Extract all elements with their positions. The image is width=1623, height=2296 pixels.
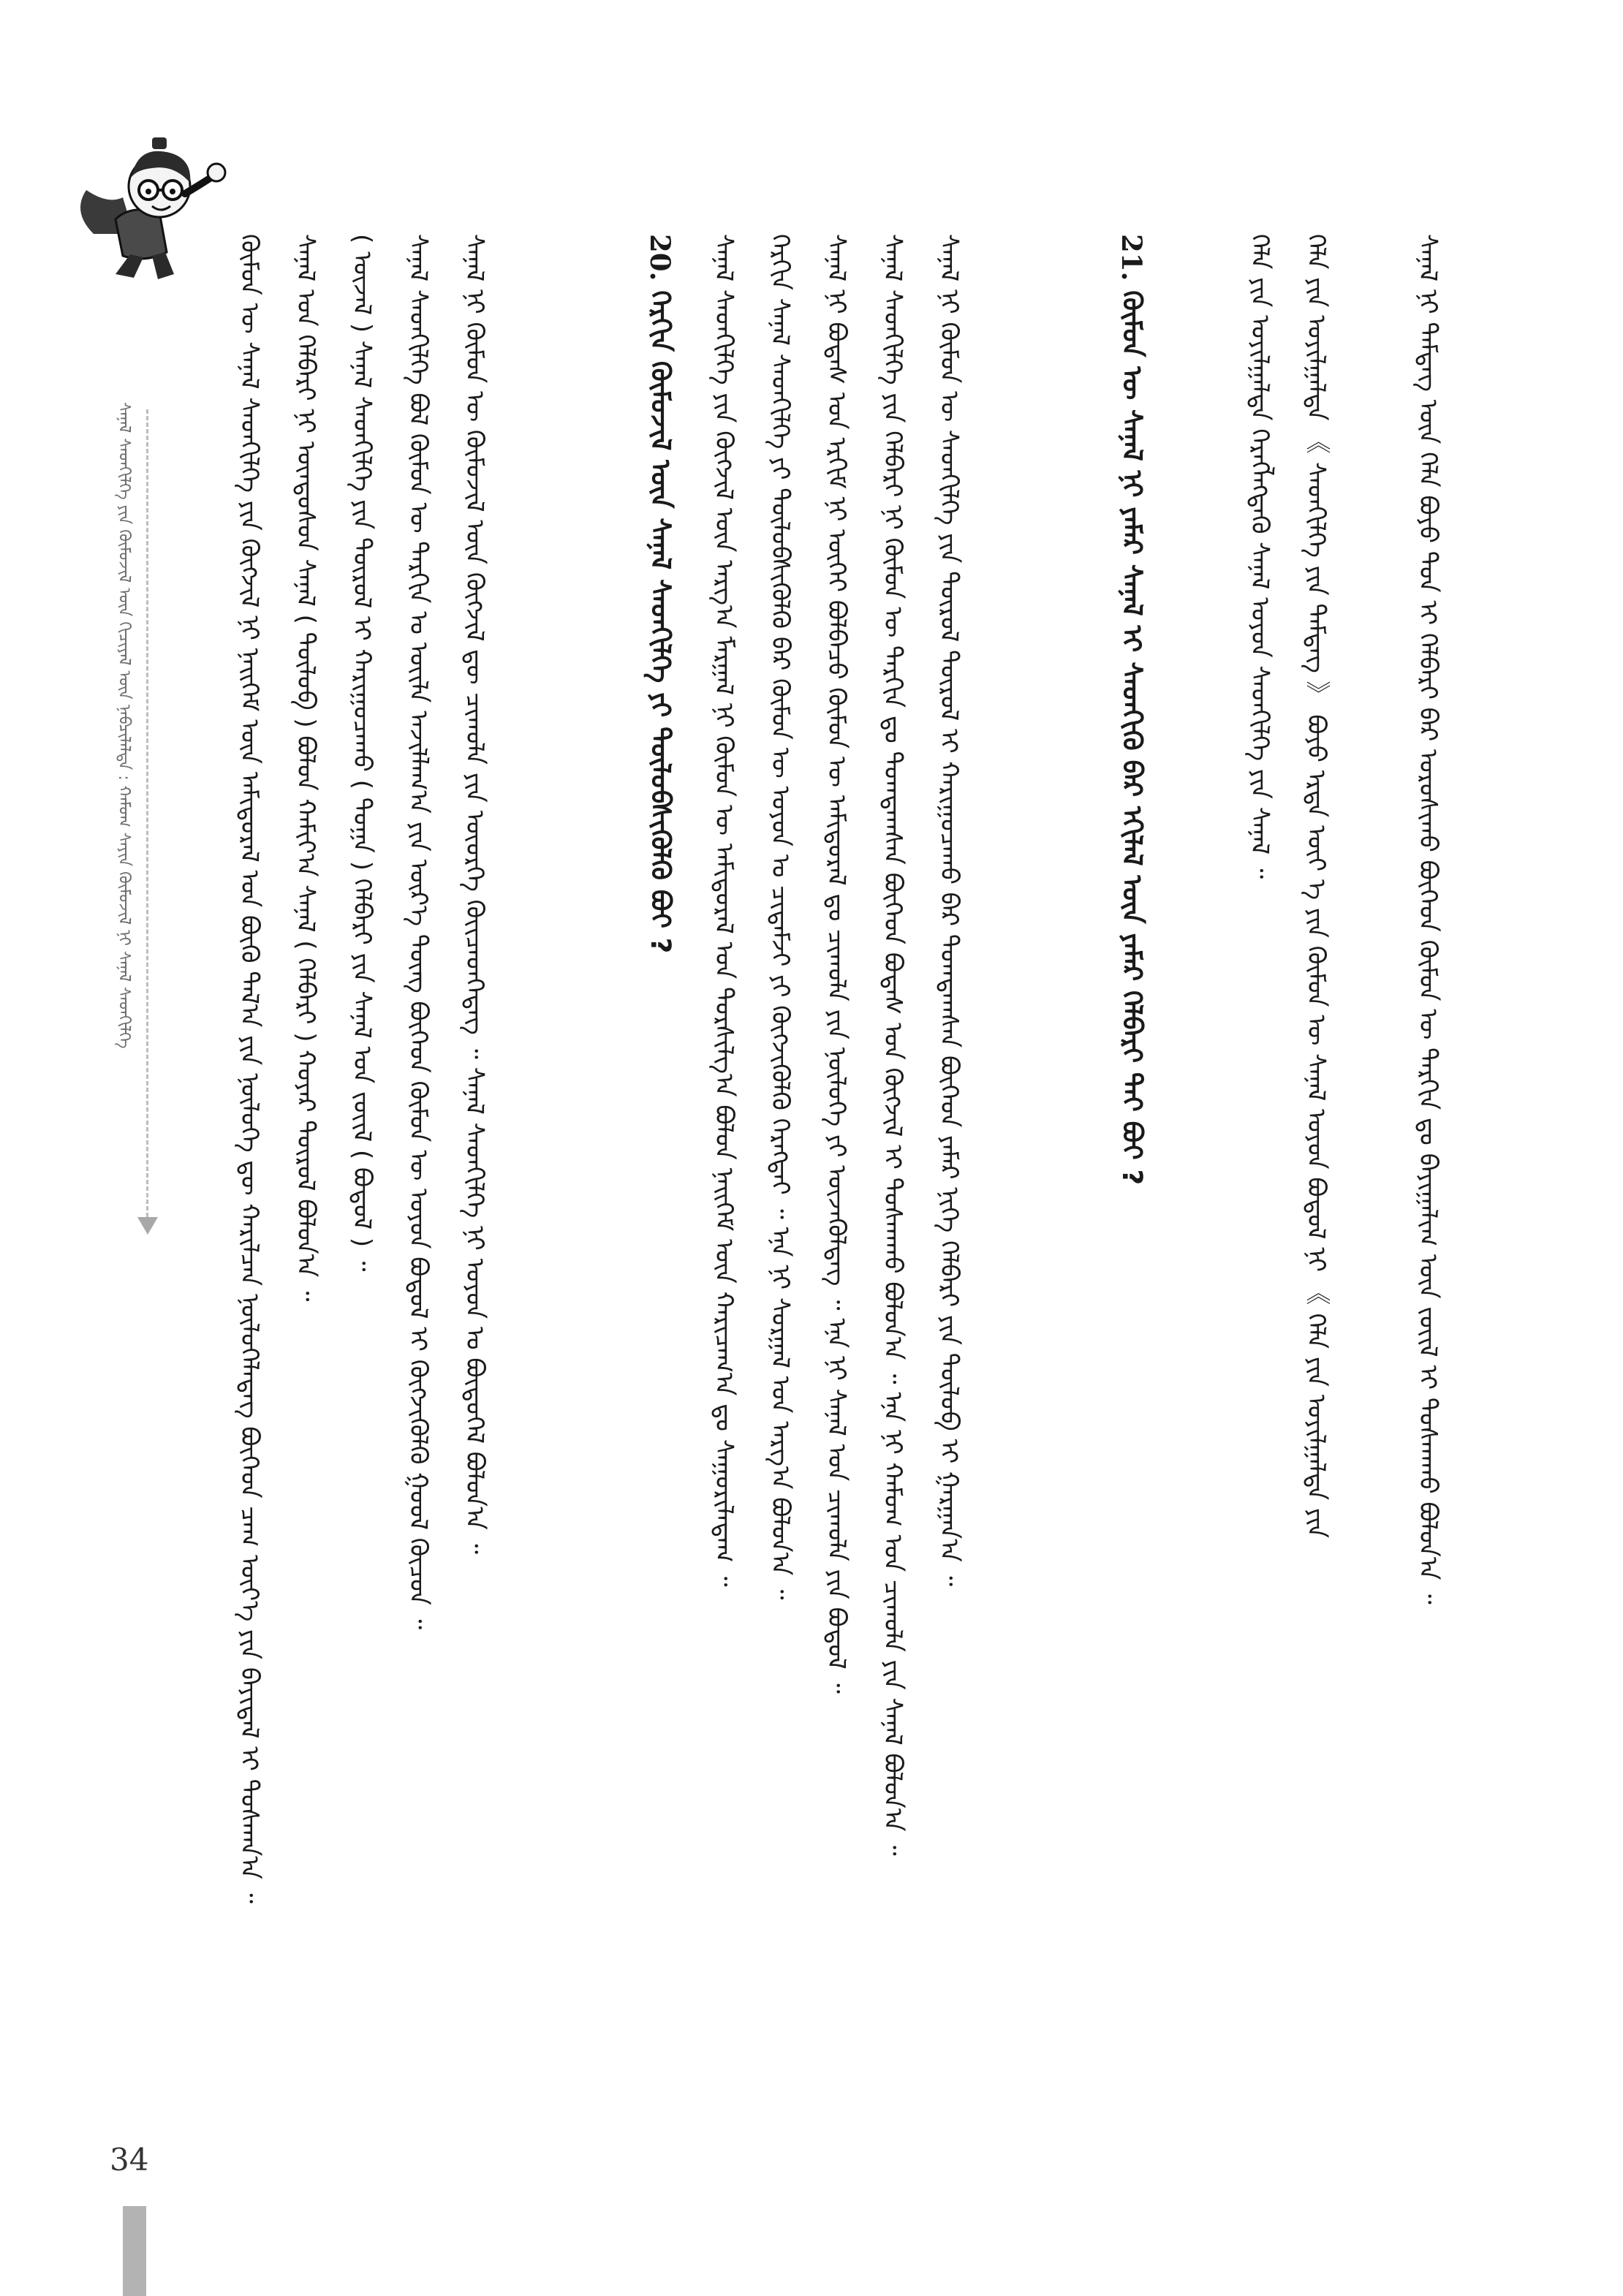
text-column-2: ᠰᠠᠨᠠᠯ ᠤᠨ ᠬᠡᠯᠪᠡᠷᠢ ᠨᠢ ᠦᠨᠳᠦᠰᠦᠨ ᠰᠠᠨᠠᠯ ( ᠲᠥᠯᠥᠪ ) ᠪᠣᠯᠤᠨ ᠬᠠᠮᠢᠶ᠎ᠠ ᠰᠠᠨᠠᠯ ( ᠬᠡᠯᠪᠡᠷᠢ ) ᠬᠣᠶᠠᠷ ᠲᠥᠷᠥᠯ ᠪᠣᠯᠣᠨ᠎ᠠ ᠃: [291, 234, 320, 1302]
running-header: ᠰᠠᠨᠠᠯ ᠰᠡᠳᠬᠢᠯᠭᠡ ᠶᠢᠨ ᠬᠦᠮᠦᠵᠢᠯ ᠦᠨ ᠬᠢᠴᠢᠶᠡᠯ ᠦᠨ ᠨᠠᠪᠴᠢᠯᠠᠯᠲᠠ : ᠬᠠᠮᠤᠭ ᠰᠠᠶᠢᠨ ᠬᠦᠮᠦᠵᠢᠯ ᠨᠢ ᠰᠠᠨᠠᠯ ᠰᠡᠳᠬᠢᠯᠭᠡ: [115, 402, 133, 1049]
question-text: ᠬᠦᠮᠦᠨ ᠦ ᠰᠠᠨᠠᠯ ᠨᠢ ᠶᠠᠮᠠᠷ ᠰᠠᠨᠠᠯ ᠢ ᠰᠡᠳᠬᠢᠬᠦ ᠪᠡᠷ ᠡᠬᠢᠯᠡᠯ ᠦᠨ ᠶᠠᠮᠠᠷ ᠬᠡᠯᠪᠡᠷᠢ ᠲᠠᠢ ᠪᠤᠢ ?: [1116, 290, 1148, 1186]
page-side-bar: [123, 2206, 146, 2296]
text-column-11: ᠬᠡᠯᠡ ᠶᠢᠨ ᠣᠶᠢᠯᠭᠠᠯᠲᠠ ᠬᠡᠷᠡᠭᠯᠡᠭᠳᠡᠬᠦ ᠰᠠᠨᠠᠯ ᠣᠶᠤᠨ ᠰᠡᠳᠬᠢᠯᠭᠡ ᠶᠢᠨ ᠰᠠᠨᠠᠯ ᠃: [1245, 234, 1274, 879]
text-column-4: ᠰᠠᠨᠠᠯ ᠰᠡᠳᠬᠢᠯᠭᠡ ᠪᠣᠯ ᠬᠦᠮᠦᠨ ᠦ ᠲᠠᠷᠬᠢᠨ ᠤ ᠦᠢᠯᠡ ᠠᠵᠢᠯᠯᠠᠭ᠎ᠠ ᠶᠢᠨ ᠦᠷ᠎ᠡ ᠳᠦᠩ ᠪᠥᠭᠡᠳ ᠬᠦᠮᠦᠨ ᠦ ᠣᠶᠤᠨ ᠪᠣᠳᠣᠯ ᠢ ᠬᠥᠭᠵᠢᠭᠦᠯᠬᠦ ᠭᠣᠣᠯ ᠬᠦᠴᠦᠨ ᠃: [404, 234, 433, 1630]
text-column-7: ᠬᠡᠷᠬᠢᠨ ᠰᠠᠨᠠᠯ ᠰᠡᠳᠬᠢᠯᠭᠡ ᠶᠢ ᠲᠥᠯᠥᠪᠰᠢᠭᠦᠯᠬᠦ ᠪᠡᠷ ᠬᠦᠮᠦᠨ ᠦ ᠣᠶᠤᠨ ᠤ ᠴᠢᠳᠠᠮᠵᠢ ᠶᠢ ᠬᠥᠭᠵᠢᠭᠦᠯᠬᠦ ᠬᠡᠷᠡᠭᠲᠡᠢ ᠃ ᠡᠨᠡ ᠨᠢ ᠰᠤᠷᠭᠠᠯ ᠤᠨ ᠠᠷᠭ᠎ᠠ ᠪᠣᠯᠣᠨ᠎ᠠ ᠃: [765, 234, 795, 1600]
text-column-3: ( ᠦᠵᠡᠯ ) ᠰᠠᠨᠠᠯ ᠰᠡᠳᠬᠢᠯᠭᠡ ᠶᠢᠨ ᠲᠥᠷᠥᠯ ᠢ ᠬᠠᠷᠢᠭᠤᠴᠠᠬᠤ ( ᠲᠣᠭᠠ ) ᠬᠡᠯᠪᠡᠷᠢ ᠶᠢᠨ ᠰᠠᠨᠠᠯ ᠤᠨ ᠵᠦᠢᠯ ( ᠪᠣᠳᠣᠯ ) ᠃: [347, 234, 377, 1272]
text-column-5: ᠰᠠᠨᠠᠯ ᠨᠢ ᠬᠦᠮᠦᠨ ᠦ ᠬᠦᠮᠦᠵᠢᠯ ᠦᠨ ᠬᠥᠭᠵᠢᠯ ᠳᠦ ᠴᠢᠬᠤᠯᠠ ᠶᠢᠨ ᠦᠦᠷᠭᠡ ᠭᠦᠢᠴᠡᠳᠭᠡᠳᠡᠭ ᠃ ᠰᠠᠨᠠᠯ ᠰᠡᠳᠬᠢᠯᠭᠡ ᠨᠢ ᠣᠶᠤᠨ ᠤ ᠪᠦᠲᠦᠭᠡᠯ ᠪᠣᠯᠣᠨ᠎ᠠ ᠃: [460, 234, 489, 1554]
text-column-13: ᠰᠠᠨᠠᠯ ᠨᠢ ᠲᠡᠮᠳᠡᠭ ᠦᠨ ᠬᠡᠯᠡ ᠪᠤᠶᠤ ᠳᠤᠨ ᠢ ᠬᠡᠯᠪᠡᠷᠢ ᠪᠡᠷ ᠣᠷᠣᠰᠢᠬᠤ ᠪᠥᠭᠡᠳ ᠬᠦᠮᠦᠨ ᠦ ᠲᠠᠷᠬᠢᠨ ᠳᠤ ᠪᠠᠶᠢᠭᠠᠯᠢᠭ ᠦᠨ ᠵᠦᠢᠯ ᠢ ᠲᠤᠰᠬᠠᠬᠤ ᠪᠣᠯᠣᠨ᠎ᠠ ᠃: [1413, 234, 1442, 1604]
header-dashed-rule: [146, 409, 148, 1217]
text-column-6: ᠰᠠᠨᠠᠯ ᠰᠡᠳᠬᠢᠯᠭᠡ ᠶᠢᠨ ᠬᠥᠭᠵᠢᠯ ᠦᠨ ᠠᠷᠭ᠎ᠠ ᠮᠠᠷᠭᠠᠯ ᠨᠢ ᠬᠦᠮᠦᠨ ᠦ ᠠᠮᠢᠳᠤᠷᠠᠯ ᠤᠨ ᠲᠤᠷᠰᠢᠯᠭ᠎ᠠ ᠪᠣᠯᠤᠨ ᠨᠡᠢᠭᠡᠮ ᠦᠨ ᠬᠠᠷᠢᠴᠠᠭ᠎ᠠ ᠳᠤ ᠰᠠᠭᠤᠷᠢᠯᠠᠳᠠᠭ ᠃: [709, 234, 738, 1587]
question-text: ᠬᠡᠷᠬᠢᠨ ᠬᠦᠮᠦᠵᠢᠯ ᠦᠨ ᠰᠠᠨᠠᠯ ᠰᠡᠳᠬᠢᠯᠭᠡ ᠶᠢ ᠲᠥᠯᠥᠪᠰᠢᠭᠦᠯᠬᠦ ᠪᠤᠢ ?: [645, 290, 676, 954]
question-number: 20.: [644, 234, 676, 281]
question-20-heading: [643, 234, 677, 953]
triangle-down-icon: [137, 1217, 158, 1235]
text-column-8: ᠰᠠᠨᠠᠯ ᠨᠢ ᠪᠣᠳᠠᠰ ᠤᠨ ᠡᠷᠬᠢᠮ ᠨᠢ ᠦᠭᠡᠢ ᠪᠣᠯᠪᠠᠴᠤ ᠬᠦᠮᠦᠨ ᠦ ᠠᠮᠢᠳᠤᠷᠠᠯ ᠳᠤ ᠴᠢᠬᠤᠯᠠ ᠶᠢᠨ ᠨᠥᠯᠥᠭᠡ ᠶᠢ ᠦᠵᠡᠭᠦᠯᠳᠡᠭ ᠃ ᠡᠨᠡ ᠨᠢ ᠰᠠᠨᠠᠯ ᠤᠨ ᠴᠢᠬᠤᠯᠠ ᠶᠢᠨ ᠪᠣᠳᠣᠯ ᠃: [822, 234, 851, 1694]
cartoon-boy-with-glasses-flying-icon: [64, 124, 232, 285]
text-column-1: ᠬᠦᠮᠦᠨ ᠦ ᠰᠠᠨᠠᠯ ᠰᠡᠳᠬᠢᠯᠭᠡ ᠶᠢᠨ ᠬᠥᠭᠵᠢᠯ ᠨᠢ ᠨᠡᠢᠭᠡᠮ ᠦᠨ ᠠᠮᠢᠳᠤᠷᠠᠯ ᠤᠨ ᠪᠦᠬᠦ ᠲᠠᠯ᠎ᠠ ᠶᠢᠨ ᠨᠥᠯᠥᠭᠡ ᠳᠦ ᠬᠠᠷᠢᠯᠴᠠᠨ ᠨᠥᠯᠥᠭᠡᠯᠡᠳᠡᠭ ᠪᠥᠭᠡᠳ ᠴᠠᠭ ᠦᠶ᠎ᠡ ᠶᠢᠨ ᠪᠠᠶᠢᠳᠠᠯ ᠢ ᠲᠤᠰᠬᠠᠨ᠎ᠠ ᠃: [235, 234, 264, 1904]
question-number: 21.: [1116, 234, 1148, 281]
text-column-12: ᠬᠡᠯᠡ ᠶᠢᠨ ᠣᠶᠢᠯᠭᠠᠯᠲᠠ 《 ᠰᠡᠳᠬᠢᠯᠭᠡ ᠶᠢᠨ ᠲᠡᠮᠳᠡᠭ 》 ᠪᠤᠶᠤ ᠡᠷᠲᠡ ᠦᠶ ᠡ ᠶᠢᠨ ᠬᠦᠮᠦᠨ ᠦ ᠰᠠᠨᠠᠯ ᠣᠶᠤᠨ ᠪᠣᠳᠣᠯ ᠨᠢ 《 ᠬᠡᠯᠡ ᠶᠢᠨ ᠣᠶᠢᠯᠭᠠᠯᠲᠠ ᠶᠢᠨ: [1301, 234, 1331, 1539]
text-column-9: ᠰᠠᠨᠠᠯ ᠰᠡᠳᠬᠢᠯᠭᠡ ᠶᠢᠨ ᠬᠡᠯᠪᠡᠷᠢ ᠨᠢ ᠬᠦᠮᠦᠨ ᠦ ᠲᠠᠷᠬᠢᠨ ᠳᠤ ᠲᠣᠭᠲᠠᠭᠰᠠᠨ ᠪᠥᠭᠡᠳ ᠪᠣᠳᠠᠰ ᠤᠨ ᠬᠥᠭᠵᠢᠯ ᠢ ᠲᠤᠰᠬᠠᠬᠤ ᠪᠣᠯᠣᠨ᠎ᠠ ᠃ ᠡᠨᠡ ᠨᠢ ᠬᠠᠮᠤᠭ ᠤᠨ ᠴᠢᠬᠤᠯᠠ ᠶᠢᠨ ᠰᠠᠨᠠᠯ ᠪᠣᠯᠣᠨ᠎ᠠ ᠃: [878, 234, 907, 1856]
page-number: 34: [110, 2142, 149, 2178]
text-column-10: ᠰᠠᠨᠠᠯ ᠨᠢ ᠬᠦᠮᠦᠨ ᠦ ᠰᠡᠳᠬᠢᠯᠭᠡ ᠶᠢᠨ ᠲᠥᠷᠥᠯ ᠲᠦᠷᠦᠯ ᠢ ᠬᠠᠷᠢᠭᠤᠴᠠᠬᠤ ᠪᠡᠷ ᠲᠣᠭᠲᠠᠭᠰᠠᠨ ᠪᠥᠭᠡᠳ ᠶᠠᠮᠠᠷ ᠨᠢᠭᠡ ᠬᠡᠯᠪᠡᠷᠢ ᠶᠢᠨ ᠲᠥᠯᠥᠪ ᠢ ᠭᠠᠷᠭᠠᠨ᠎ᠠ ᠃: [934, 234, 964, 1586]
question-21-heading: [1115, 234, 1149, 1185]
